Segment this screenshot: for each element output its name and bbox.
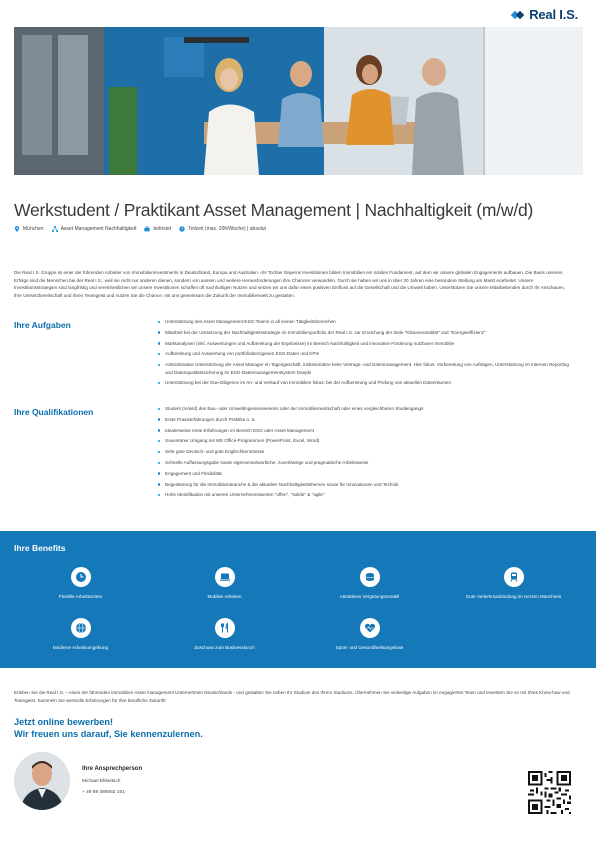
benefit-label: Flexible Arbeitszeiten [58,594,103,599]
cutlery-icon [215,618,235,638]
benefit-label: Zuschuss zum Businesslunch [194,645,255,650]
benefit-transport [441,567,586,599]
tasks-list [157,318,577,390]
list-item: Sehr gute Deutsch- und gute Englischkenntnisse [157,448,577,455]
benefit-lunch [152,618,297,650]
list-item: Administrative Unterstützung der Asset Manager im Tagesgeschäft, insbesondere beim Vertrags- und Datenmanagement. Hier fokus: Vorbereitung von Aufträgen, Unterstützung im internen Reporting und Datenqualitätssicherung im ESG-Datenmanagementsystem Deepki [157,361,577,376]
list-item: Engagement und Flexibilität [157,470,577,477]
benefits-section [0,531,596,668]
benefit-health [297,618,442,650]
list-item: Begeisterung für die Immobilienbranche & die aktuellen Nachhaltigkeitsthemen sowie für Innovationen und Technik [157,481,577,488]
list-item: Student (m/w/d) des Bau- oder Umweltingenieurwesens oder der Immobilienwirtschaft oder eines vergleichbaren Studiengangs [157,405,577,412]
contact-heading: Ihre Ansprechperson [82,766,143,772]
meta-location-text: München [23,226,44,232]
list-item: Marktanalysen (inkl. Auswertungen und Aufbereitung der Ergebnisse) im Bereich Nachhaltigkeit und innovative Förderung nutzbarer Immobilie [157,340,577,347]
avatar [14,752,70,810]
list-item: Mitarbeit bei der Umsetzung der Nachhaltigkeitsstrategie im Immobilienportfolio der Real I.S. zur Erreichung der Ziele "Klimaneutralität" und "Energieeffizienz" [157,329,577,336]
benefit-mobile-work [152,567,297,599]
meta-contract-text: befristet [153,226,172,232]
benefits-heading: Ihre Benefits [14,543,66,553]
benefit-flexible-hours [8,567,153,599]
globe-icon [71,618,91,638]
list-item: Idealerweise erste Erfahrungen im Bereich ESG oder Asset Management [157,427,577,434]
benefit-workplace [8,618,153,650]
brand-name: Real I.S. [529,7,578,22]
meta-department [52,226,137,232]
meta-contract [144,226,171,232]
meta-hours-text: Teilzeit (max. 20h/Woche) | absolut [188,226,266,232]
clock-icon [71,567,91,587]
train-icon [504,567,524,587]
qr-code[interactable] [528,771,571,814]
contact-name: Michael Ekkeitsch [82,779,121,784]
meta-hours [179,226,266,232]
contact-block [82,766,142,801]
list-item: Unterstützung bei der Due-Diligence im An- und Verkauf von Immobilien fokus: bei der Aufbereitung und Prüfung von aktuellen Datenräumen [157,379,577,386]
coins-icon [360,567,380,587]
briefcase-icon [144,226,150,232]
qualifications-list [157,405,577,502]
tasks-heading: Ihre Aufgaben [14,320,71,330]
benefit-label: Mobiles Arbeiten [207,594,242,599]
meta-department-text: Asset Management Nachhaltigkeit [60,226,137,232]
clock-icon [179,226,185,232]
brand-logo [512,7,578,22]
org-chart-icon [52,226,58,232]
list-item: Souveräner Umgang mit MS Office-Programmen (PowerPoint, Excel, Word) [157,437,577,444]
heart-pulse-icon [360,618,380,638]
job-title: Werkstudent / Praktikant Asset Management | Nachhaltigkeit (m/w/d) [14,200,534,220]
benefit-label: Sport- und Gesundheitsangebote [335,645,404,650]
benefit-label: Moderne Arbeitsumgebung [52,645,109,650]
contact-phone[interactable]: + 49 89 489082 161 [82,790,125,795]
location-pin-icon [14,226,20,232]
list-item: Unterstützung des Asset Management-ESG-Teams in all seinen Tätigkeitsbereichen [157,318,577,325]
brand-mark-icon [512,9,524,21]
meta-location [14,226,44,232]
laptop-icon [215,567,235,587]
list-item: Aufbereitung und Auswertung von portfoliobezogenen ESG-Daten und KPIs [157,350,577,357]
benefit-label: Gute Verkehrsanbindung im Herzen Münchens [465,594,562,599]
company-intro: Die Real I.S. Gruppe ist einer der führenden Anbieter von Immobilieninvestments in Deutschland, Europa und Australien. Als Tochter Bayerns Investitionen bilden Immobilien ein solides Fundament, auf dem wir unsere globalen Engagements aufbauen. Die Basis unseres Erfolgs sind die Menschen bei der Real I.S., weil sie nicht nur anderen dienen, sondern von aussen und weitere Herausforderungen ihre Chancen verwandeln. Durch sie haben wir uns in über 30 Jahren eine besondere Stellung am Markt erarbeitet. Unsere Investitionsstrategien sind langfristig und vereinheitlichen wir unsere Investitionen schaffen oft nachhaltigen Nutzen und setzen wir uns dafür einen positiven Einfluss auf die Gesellschaft und die Umwelt haben. Unterstützen Sie unsere Mitarbeitenden durch Ihr Anschauen, Ihre Umsetzbereitschaft und Ihren Teamgeist und nutzen Sie die Chance, mit uns gemeinsam die Zukunft der Immobilienwelt zu gestalten. [14,270,565,298]
qualifications-heading: Ihre Qualifikationen [14,407,94,417]
list-item: Hohe Identifikation mit unseren Unternehmenswerten "offen", "solide" & "agile" [157,491,577,498]
hero-photo [14,27,583,175]
apply-cta-line2: Wir freuen uns darauf, Sie kennenzulernen. [14,729,203,739]
job-meta [14,226,266,232]
benefit-label: Attraktives Vergütungsmodell [339,594,400,599]
list-item: Schnelle Auffassungsgabe sowie eigenverantwortliche, zuverlässige und pragmatische Arbeitsweise [157,459,577,466]
closing-text: Erleben Sie die Real I.S. – eines der führenden immobilien Asset management Unternehmen Deutschlands - und gestalten Sie neben Ihr Studium des Ihrem Studiums. Übernehmen Sie vielseitige Aufgaben im engagierten Team und erweitern Sie so mit Ihres Know-how und Teamgeist. Sammeln Sie wertvolle Erfahrungen für Ihre berufliche Zukunft! [14,690,570,703]
list-item: Erste Praxiserfahrungen durch Praktika o. ä. [157,416,577,423]
apply-cta[interactable] [14,716,203,740]
benefit-compensation [297,567,442,599]
apply-cta-line1[interactable]: Jetzt online bewerben! [14,717,114,727]
